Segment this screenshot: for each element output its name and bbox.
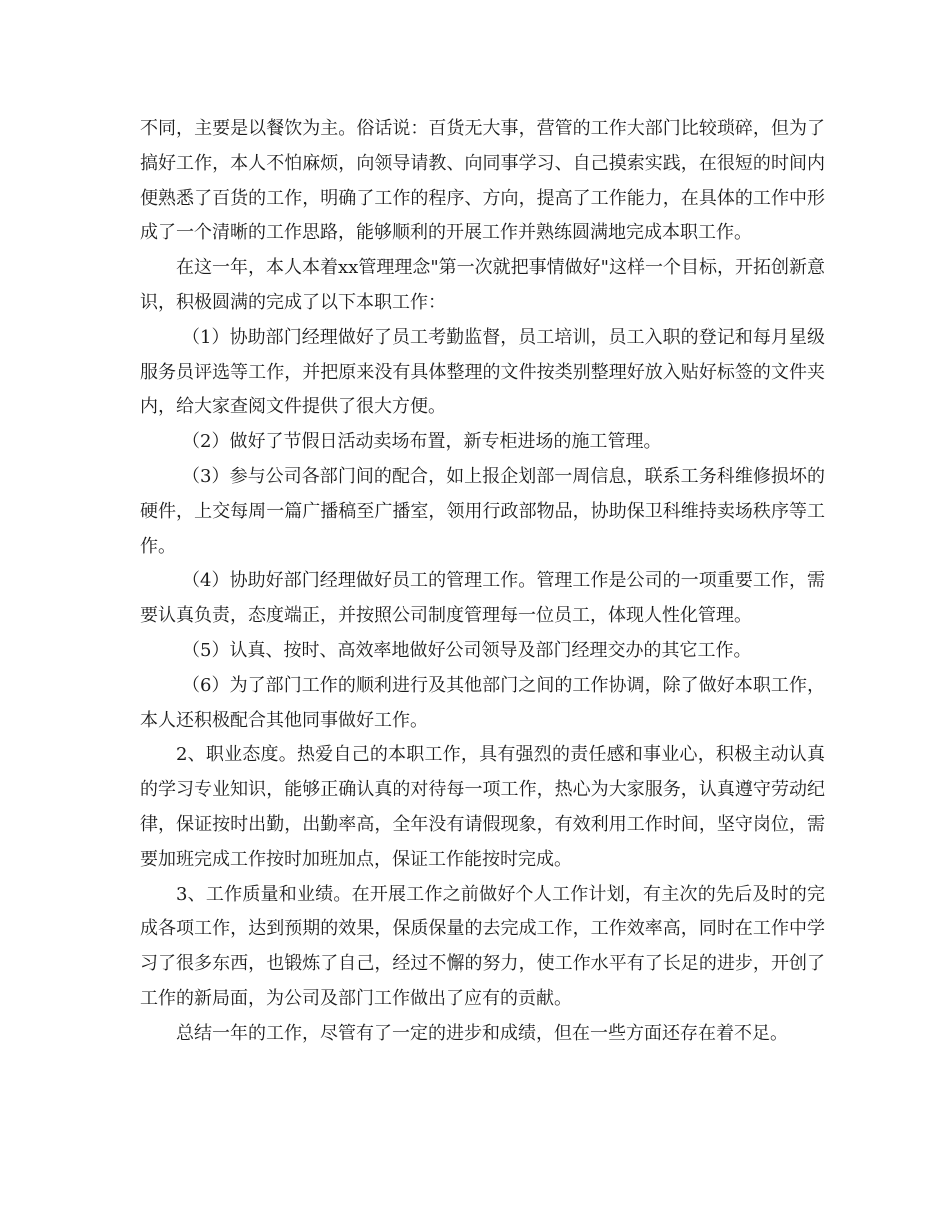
paragraph-item-5: （5）认真、按时、高效率地做好公司领导及部门经理交办的其它工作。 — [182, 639, 752, 661]
paragraph-item-2: （2）做好了节假日活动卖场布置，新专柜进场的施工管理。 — [182, 431, 662, 453]
paragraph-work-goal: 在这一年，本人本着xx管理理念"第一次就把事情做好"这样一个目标，开拓创新意识，积极圆满的完成了以下本职工作： — [140, 257, 825, 313]
paragraph-item-3: （3）参与公司各部门间的配合，如上报企划部一周信息，联系工务科维修损坏的硬件，上交每周一篇广播稿至广播室，领用行政部物品，协助保卫科维持卖场秩序等工作。 — [140, 465, 825, 557]
paragraph-item-6: （6）为了部门工作的顺利进行及其他部门之间的工作协调，除了做好本职工作，本人还积极配合其他同事做好工作。 — [140, 674, 825, 731]
paragraph-intro-continued: 不同，主要是以餐饮为主。俗话说：百货无大事，营管的工作大部门比较琐碎，但为了搞好工作，本人不怕麻烦，向领导请教、向同事学习、自己摸索实践，在很短的时间内便熟悉了百货的工作，明确了工作的程序、方向，提高了工作能力，在具体的工作中形成了一个清晰的工作思路，能够顺利的开展工作并熟练圆满地完成本职工作。 — [140, 118, 825, 244]
paragraph-summary: 总结一年的工作，尽管有了一定的进步和成绩，但在一些方面还存在着不足。 — [176, 1022, 788, 1044]
paragraph-work-quality: 3、工作质量和业绩。在开展工作之前做好个人工作计划，有主次的先后及时的完成各项工作，达到预期的效果，保质保量的去完成工作，工作效率高，同时在工作中学习了很多东西，也锻炼了自己，经过不懈的努力，使工作水平有了长足的进步，开创了工作的新局面，为公司及部门工作做出了应有的贡献。 — [140, 883, 825, 1009]
paragraph-item-4: （4）协助好部门经理做好员工的管理工作。管理工作是公司的一项重要工作，需要认真负责，态度端正，并按照公司制度管理每一位员工，体现人性化管理。 — [140, 570, 825, 627]
paragraph-work-attitude: 2、职业态度。热爱自己的本职工作，具有强烈的责任感和事业心，积极主动认真的学习专业知识，能够正确认真的对待每一项工作，热心为大家服务，认真遵守劳动纪律，保证按时出勤，出勤率高，全年没有请假现象，有效利用工作时间，坚守岗位，需要加班完成工作按时加班加点，保证工作能按时完成。 — [140, 744, 825, 870]
document-body — [140, 112, 825, 1052]
paragraph-item-1: （1）协助部门经理做好了员工考勤监督，员工培训，员工入职的登记和每月星级服务员评选等工作，并把原来没有具体整理的文件按类别整理好放入贴好标签的文件夹内，给大家查阅文件提供了很大方便。 — [140, 326, 825, 418]
